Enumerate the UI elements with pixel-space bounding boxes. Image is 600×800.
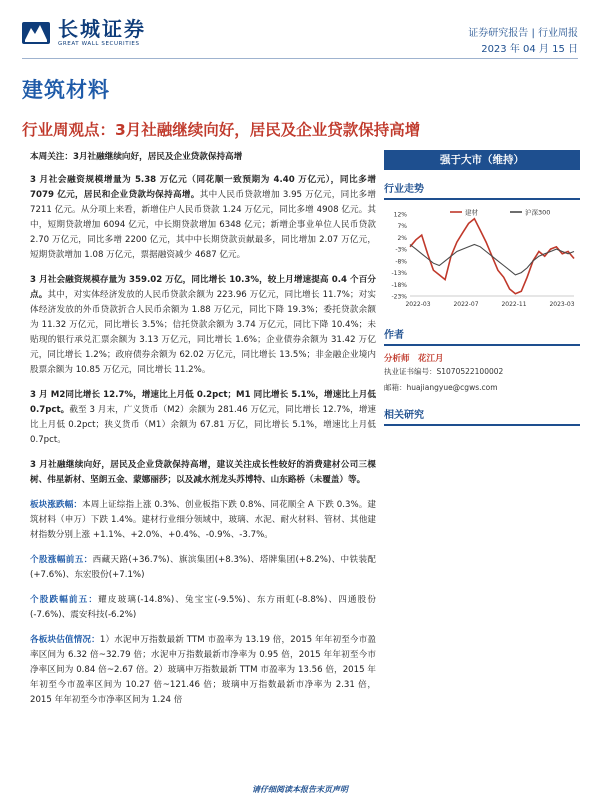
header-divider xyxy=(22,58,578,59)
footer-disclaimer: 请仔细阅读本报告末页声明 xyxy=(252,785,348,794)
related-section-title: 相关研究 xyxy=(384,406,580,426)
industry-trend-chart xyxy=(384,204,580,316)
paragraph-social-financing-stock xyxy=(30,273,376,378)
paragraph-lead: 3 月社会融资规模存量为 359.02 万亿，同比增长 10.3%，较上月增速提高 0.4 个百分点。 xyxy=(30,275,376,300)
section-label: 板块涨跌幅： xyxy=(30,500,83,510)
x-tick-label: 2022-03 xyxy=(405,301,431,308)
y-tick-label: -13% xyxy=(391,270,407,278)
sector-title: 建筑材料 xyxy=(22,78,110,102)
paragraph-top-losers xyxy=(30,593,376,623)
x-tick-label: 2023-03 xyxy=(549,301,575,308)
x-tick-label: 2022-11 xyxy=(501,301,527,308)
report-category: 证券研究报告 | 行业周报 xyxy=(468,28,578,39)
paragraph-money-supply xyxy=(30,388,376,448)
analyst-name: 分析师 花江月 xyxy=(384,354,444,364)
paragraph-lead: 3 月 M2同比增长 12.7%，增速比上月低 0.2pct；M1 同比增长 5.1%，增速比上月低 0.7pct。 xyxy=(30,390,376,415)
y-tick-label: -23% xyxy=(391,293,407,301)
section-label: 个股涨幅前五： xyxy=(30,555,93,565)
report-meta xyxy=(468,26,578,58)
report-headline: 行业周观点：3月社融继续向好，居民及企业贷款保持高增 xyxy=(22,121,421,139)
section-label: 各板块估值情况： xyxy=(30,635,100,645)
paragraph-body: 其中，对实体经济发放的人民币贷款余额为 223.96 万亿元，同比增长 11.7%；对实体经济发放的外币贷款折合人民币余额为 1.88 万亿元，同比下降 19.3%；委托贷款余额为 11.32 万亿元，同比增长 3.5%；信托贷款余额为 3.74 万亿元，同比下降 10.4%；未贴现的银行承兑汇票余额为 3.13 万亿元，同比增长 1.6%；企业债券余额为 31.42 万亿元，同比增长 1.2%；政府债券余额为 62.02 万亿元，同比增长 13.5%；非金融企业境内股票余额为 10.85 万亿元，同比增长 11.2%。 xyxy=(30,290,376,375)
analyst-email: 邮箱：huajiangyue@cgws.com xyxy=(384,383,498,392)
company-logo xyxy=(22,18,146,48)
main-content xyxy=(30,150,376,718)
x-tick-label: 2022-07 xyxy=(453,301,479,308)
sidebar xyxy=(384,150,580,426)
paragraph-sector-performance xyxy=(30,498,376,543)
weekly-focus: 本周关注：3月社融继续向好，居民及企业贷款保持高增 xyxy=(30,152,243,162)
y-tick-label: 12% xyxy=(393,211,407,219)
report-date: 2023 年 04 月 15 日 xyxy=(481,44,578,55)
logo-en-text: GREAT WALL SECURITIES xyxy=(58,41,140,47)
paragraph-body: 其中人民币贷款增加 3.95 万亿元，同比多增 7211 亿元。从分项上来看，新增住户人民币贷款 1.24 万亿元，同比多增 4908 亿元。其中，短期贷款增加 6094 亿元，中长期贷款增加 6348 亿元；新增企事业单位人民币贷款 2.70 万亿元，同比多增 2200 亿元，其中中长期贷款贡献最多，同比增加 2.07 万亿元，短期贷款增加 1.08 万亿元，票据融资减少 4687 亿元。 xyxy=(30,190,376,260)
y-tick-label: -18% xyxy=(391,281,407,289)
trend-chart-svg xyxy=(384,204,580,316)
section-label: 个股跌幅前五： xyxy=(30,595,99,605)
paragraph-body: 本周上证综指上涨 0.3%、创业板指下跌 0.8%、同花顺全 A 下跌 0.3%。建筑材料（申万）下跌 1.4%。建材行业细分领域中，玻璃、水泥、耐火材料、管材、其他建材指数分别上涨 +1.1%、+2.0%、+0.4%、-0.9%、-3.7%。 xyxy=(30,500,376,540)
report-header xyxy=(0,0,600,68)
paragraph-body: 1）水泥申万指数最新 TTM 市盈率为 13.19 倍，2015 年年初至今市盈率区间为 6.32 倍~32.79 倍；水泥申万指数最新市净率为 0.95 倍，2015 年年初至今市净率区间为 0.84 倍~2.67 倍。2）玻璃申万指数最新 TTM 市盈率为 13.56 倍，2015 年年初至今市盈率区间为 10.27 倍~121.46 倍；玻璃申万指数最新市净率为 2.31 倍，2015 年年初至今市净率区间为 1.24 倍 xyxy=(30,635,376,705)
trend-section-title: 行业走势 xyxy=(384,180,580,200)
y-tick-label: -3% xyxy=(395,246,407,254)
paragraph-recommendation xyxy=(30,458,376,488)
paragraph-body: 西藏天路(+36.7%)、旗滨集团(+8.3%)、塔牌集团(+8.2%)、中铁装配(+7.6%)、东宏股份(+7.1%) xyxy=(30,555,376,580)
y-tick-label: 2% xyxy=(397,234,407,242)
paragraph-top-gainers xyxy=(30,553,376,583)
legend-label: 沪深300 xyxy=(525,208,551,217)
paragraph-lead: 3 月社融继续向好，居民及企业贷款保持高增，建议关注成长性较好的消费建材公司三棵树、伟星新材、坚朗五金、蒙娜丽莎；以及减水剂龙头苏博特、山东路桥（未覆盖）等。 xyxy=(30,460,376,485)
paragraph-social-financing-increment xyxy=(30,173,376,263)
paragraph-valuation xyxy=(30,633,376,708)
great-wall-logo-icon xyxy=(22,20,52,46)
rating-badge: 强于大市（维持） xyxy=(384,150,580,170)
y-tick-label: -8% xyxy=(395,258,407,266)
analyst-cert: 执业证书编号：S1070522100002 xyxy=(384,367,504,376)
paragraph-body: 耀皮玻璃(-14.8%)、兔宝宝(-9.5%)、东方雨虹(-8.8%)、四通股份(-7.6%)、震安科技(-6.2%) xyxy=(30,595,376,620)
logo-cn-text: 长城证券 xyxy=(58,17,146,41)
legend-label: 建材 xyxy=(465,208,478,217)
y-tick-label: 7% xyxy=(397,223,407,231)
author-section-title: 作者 xyxy=(384,326,580,346)
paragraph-lead: 3 月社会融资规模增量为 5.38 万亿元（同花顺一致预期为 4.40 万亿元），同比多增 7079 亿元，居民和企业贷款均保持高增。 xyxy=(30,175,376,200)
paragraph-body: 截至 3 月末，广义货币（M2）余额为 281.46 万亿元，同比增长 12.7%，增速比上月低 0.2pct；狭义货币（M1）余额为 67.81 万亿，同比增长 5.1%，增速比上月低 0.7pct。 xyxy=(30,405,377,445)
